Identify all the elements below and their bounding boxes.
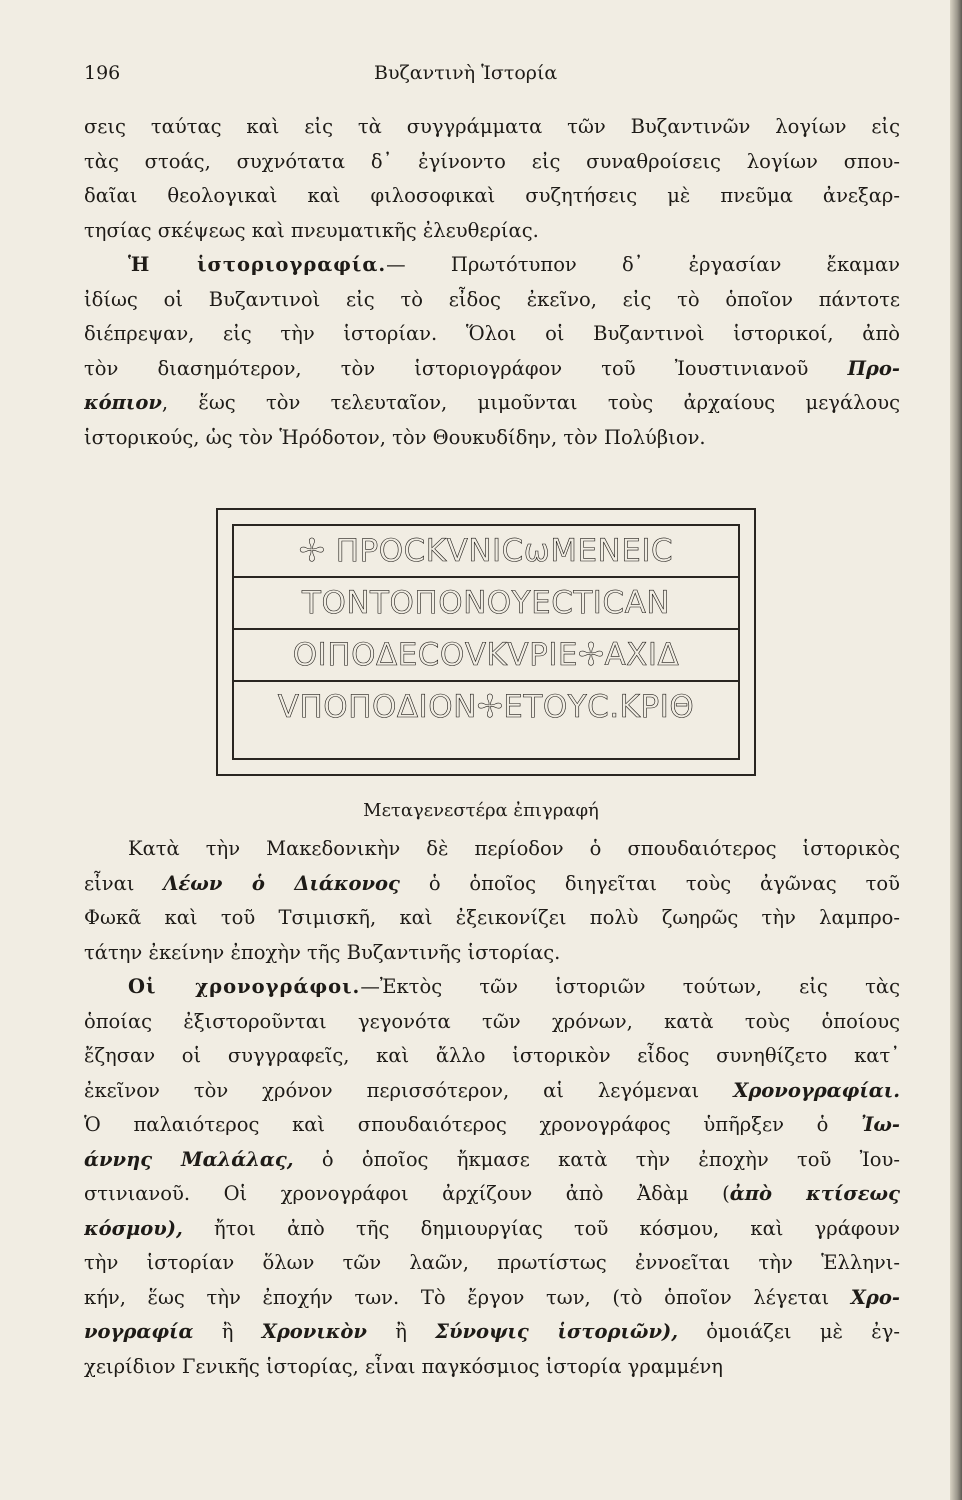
text-run: —Ἐκτὸς τῶν ἱστοριῶν τούτων, εἰς τὰς	[360, 975, 900, 998]
text-run: τὴν ἱστορίαν ὅλων τῶν λαῶν, πρωτίστως ἐννοεῖται τὴν Ἑλληνι-	[84, 1251, 900, 1274]
text-line	[84, 1005, 900, 1040]
text-line	[84, 1143, 900, 1178]
text-run: ἰδίως οἱ Βυζαντινοὶ εἰς τὸ εἶδος ἐκεῖνο, εἰς τὸ ὁποῖον πάντοτε	[84, 287, 900, 311]
emphasized-text: νογραφία	[84, 1320, 194, 1343]
text-run: ὁποίας ἐξιστοροῦνται γεγονότα τῶν χρόνων, κατὰ τοὺς ὁποίους	[84, 1009, 900, 1033]
text-run: στινιανοῦ. Οἱ χρονογράφοι ἀρχίζουν ἀπὸ Ἀδὰμ (	[84, 1182, 730, 1205]
emphasized-text: κόπιον	[84, 391, 162, 414]
text-line	[84, 1108, 900, 1143]
text-line	[84, 421, 900, 456]
text-line	[84, 317, 900, 352]
text-run: Φωκᾶ καὶ τοῦ Τσιμισκῆ, καὶ ἐξεικονίζει πολὺ ζωηρῶς τὴν λαμπρο-	[84, 906, 900, 929]
inscription-figure	[216, 508, 756, 776]
inscription-line: ΟΙΠΟΔΕCΟVΚVΡΙΕ✢ΑΧΙΔ	[234, 630, 738, 682]
text-line	[84, 110, 900, 145]
text-run: ἤτοι ἀπὸ τῆς δημιουργίας τοῦ κόσμου, καὶ γράφουν	[182, 1216, 900, 1240]
text-run: — Πρωτότυπον δ᾽ ἐργασίαν ἔκαμαν	[386, 253, 900, 276]
text-run: ἱστορικούς, ὡς τὸν Ἡρόδοτον, τὸν Θουκυδίδην, τὸν Πολύβιον.	[84, 425, 706, 449]
text-line	[84, 1315, 900, 1350]
text-line	[84, 1074, 900, 1109]
emphasized-text: άννης Μαλάλας,	[84, 1147, 294, 1171]
text-run: κήν, ἕως τὴν ἐποχήν των. Τὸ ἔργον των, (τὸ ὁποῖον λέγεται	[84, 1285, 851, 1309]
text-run: ὁ ὁποῖος διηγεῖται τοὺς ἀγῶνας τοῦ	[399, 871, 900, 895]
text-run: ὁ ὁποῖος ἤκμασε κατὰ τὴν ἐποχὴν τοῦ Ἰου-	[293, 1147, 900, 1171]
text-line	[84, 901, 900, 936]
emphasized-text: Λέων ὁ Διάκονος	[163, 871, 400, 895]
emphasized-text: κόσμου),	[84, 1216, 183, 1240]
text-run: διέπρεψαν, εἰς τὴν ἱστορίαν. Ὅλοι οἱ Βυζαντινοὶ ἱστορικοί, ἀπὸ	[84, 322, 900, 345]
figure-caption: Μεταγενεστέρα ἐπιγραφή	[363, 800, 599, 821]
emphasized-text: Χρο-	[850, 1285, 900, 1309]
text-line	[84, 386, 900, 421]
text-run: δαῖαι θεολογικαὶ καὶ φιλοσοφικαὶ συζητήσεις μὲ πνεῦμα ἀνεξαρ-	[84, 184, 900, 207]
text-run: ἐκεῖνον τὸν χρόνον περισσότερον, αἱ λεγόμεναι	[84, 1078, 734, 1102]
text-line	[84, 214, 900, 249]
emphasized-text: Οἱ χρονογράφοι.	[128, 975, 361, 998]
page-header	[84, 62, 864, 92]
emphasized-text: Σύνοψις ἱστοριῶν),	[435, 1320, 679, 1343]
inscription-frame	[232, 524, 740, 760]
text-run: εἶναι	[84, 871, 164, 895]
emphasized-text: Ἡ ἱστοριογραφία.	[128, 253, 387, 276]
text-line	[84, 145, 900, 180]
emphasized-text: Χρονικὸν	[261, 1320, 367, 1343]
text-line	[84, 1246, 900, 1281]
text-line	[84, 1212, 900, 1247]
text-run: τὰς στοάς, συχνότατα δ᾽ ἐγίνοντο εἰς συναθροίσεις λογίων σπου-	[84, 149, 900, 173]
text-run: Κατὰ τὴν Μακεδονικὴν δὲ περίοδον ὁ σπουδαιότερος ἱστορικὸς	[128, 837, 900, 860]
text-line	[84, 867, 900, 902]
text-line	[84, 283, 900, 318]
text-line	[84, 1177, 900, 1212]
emphasized-text: Χρονογραφίαι.	[733, 1078, 900, 1102]
emphasized-text: ἀπὸ κτίσεως	[729, 1182, 900, 1205]
text-line	[84, 1039, 900, 1074]
page-edge	[950, 0, 962, 1500]
text-run: τάτην ἐκείνην ἐποχὴν τῆς Βυζαντινῆς ἱστορίας.	[84, 940, 561, 964]
text-run: ἢ	[366, 1320, 436, 1343]
text-line	[84, 352, 900, 387]
text-line	[84, 970, 900, 1005]
text-line	[84, 179, 900, 214]
text-run: ἔζησαν οἱ συγγραφεῖς, καὶ ἄλλο ἱστορικὸν εἶδος συνηθίζετο κατ᾽	[84, 1044, 900, 1067]
text-line	[84, 1350, 900, 1385]
text-run: σεις ταύτας καὶ εἰς τὰ συγγράμματα τῶν Βυζαντινῶν λογίων εἰς	[84, 115, 900, 138]
text-line	[84, 832, 900, 867]
inscription-line: ΤΟΝΤΟΠΟΝΟΥΕCΤΙCΑΝ	[234, 578, 738, 630]
paragraph-block-chroniclers	[84, 832, 900, 1384]
text-run: τὸν διασημότερον, τὸν ἱστοριογράφον τοῦ Ἰουστινιανοῦ	[84, 356, 848, 380]
paragraph-block-historiography	[84, 110, 900, 455]
page-number: 196	[84, 62, 121, 84]
text-run: , ἕως τὸν τελευταῖον, μιμοῦνται τοὺς ἀρχαίους μεγάλους	[161, 391, 900, 414]
text-run: ὁμοιάζει μὲ ἐγ-	[678, 1320, 900, 1343]
text-line	[84, 1281, 900, 1316]
inscription-line: VΠΟΠΟΔΙΟΝ✢ΕΤΟΥC.ΚΡΙΘ	[277, 689, 695, 725]
text-line	[84, 248, 900, 283]
text-run: τησίας σκέψεως καὶ πνευματικῆς ἐλευθερίας.	[84, 218, 539, 242]
emphasized-text: Προ-	[847, 356, 900, 380]
text-line	[84, 936, 900, 971]
text-run: Ὁ παλαιότερος καὶ σπουδαιότερος χρονογράφος ὑπῆρξεν ὁ	[84, 1113, 862, 1136]
text-run: χειρίδιον Γενικῆς ἱστορίας, εἶναι παγκόσμιος ἱστορία γραμμένη	[84, 1354, 723, 1378]
text-run: ἢ	[193, 1320, 262, 1343]
running-title: Βυζαντινὴ Ἱστορία	[374, 62, 558, 84]
inscription-line: ✢ ΠΡΟCΚVΝΙCωΜΕΝΕΙC	[234, 526, 738, 578]
emphasized-text: Ἰω-	[861, 1113, 900, 1136]
